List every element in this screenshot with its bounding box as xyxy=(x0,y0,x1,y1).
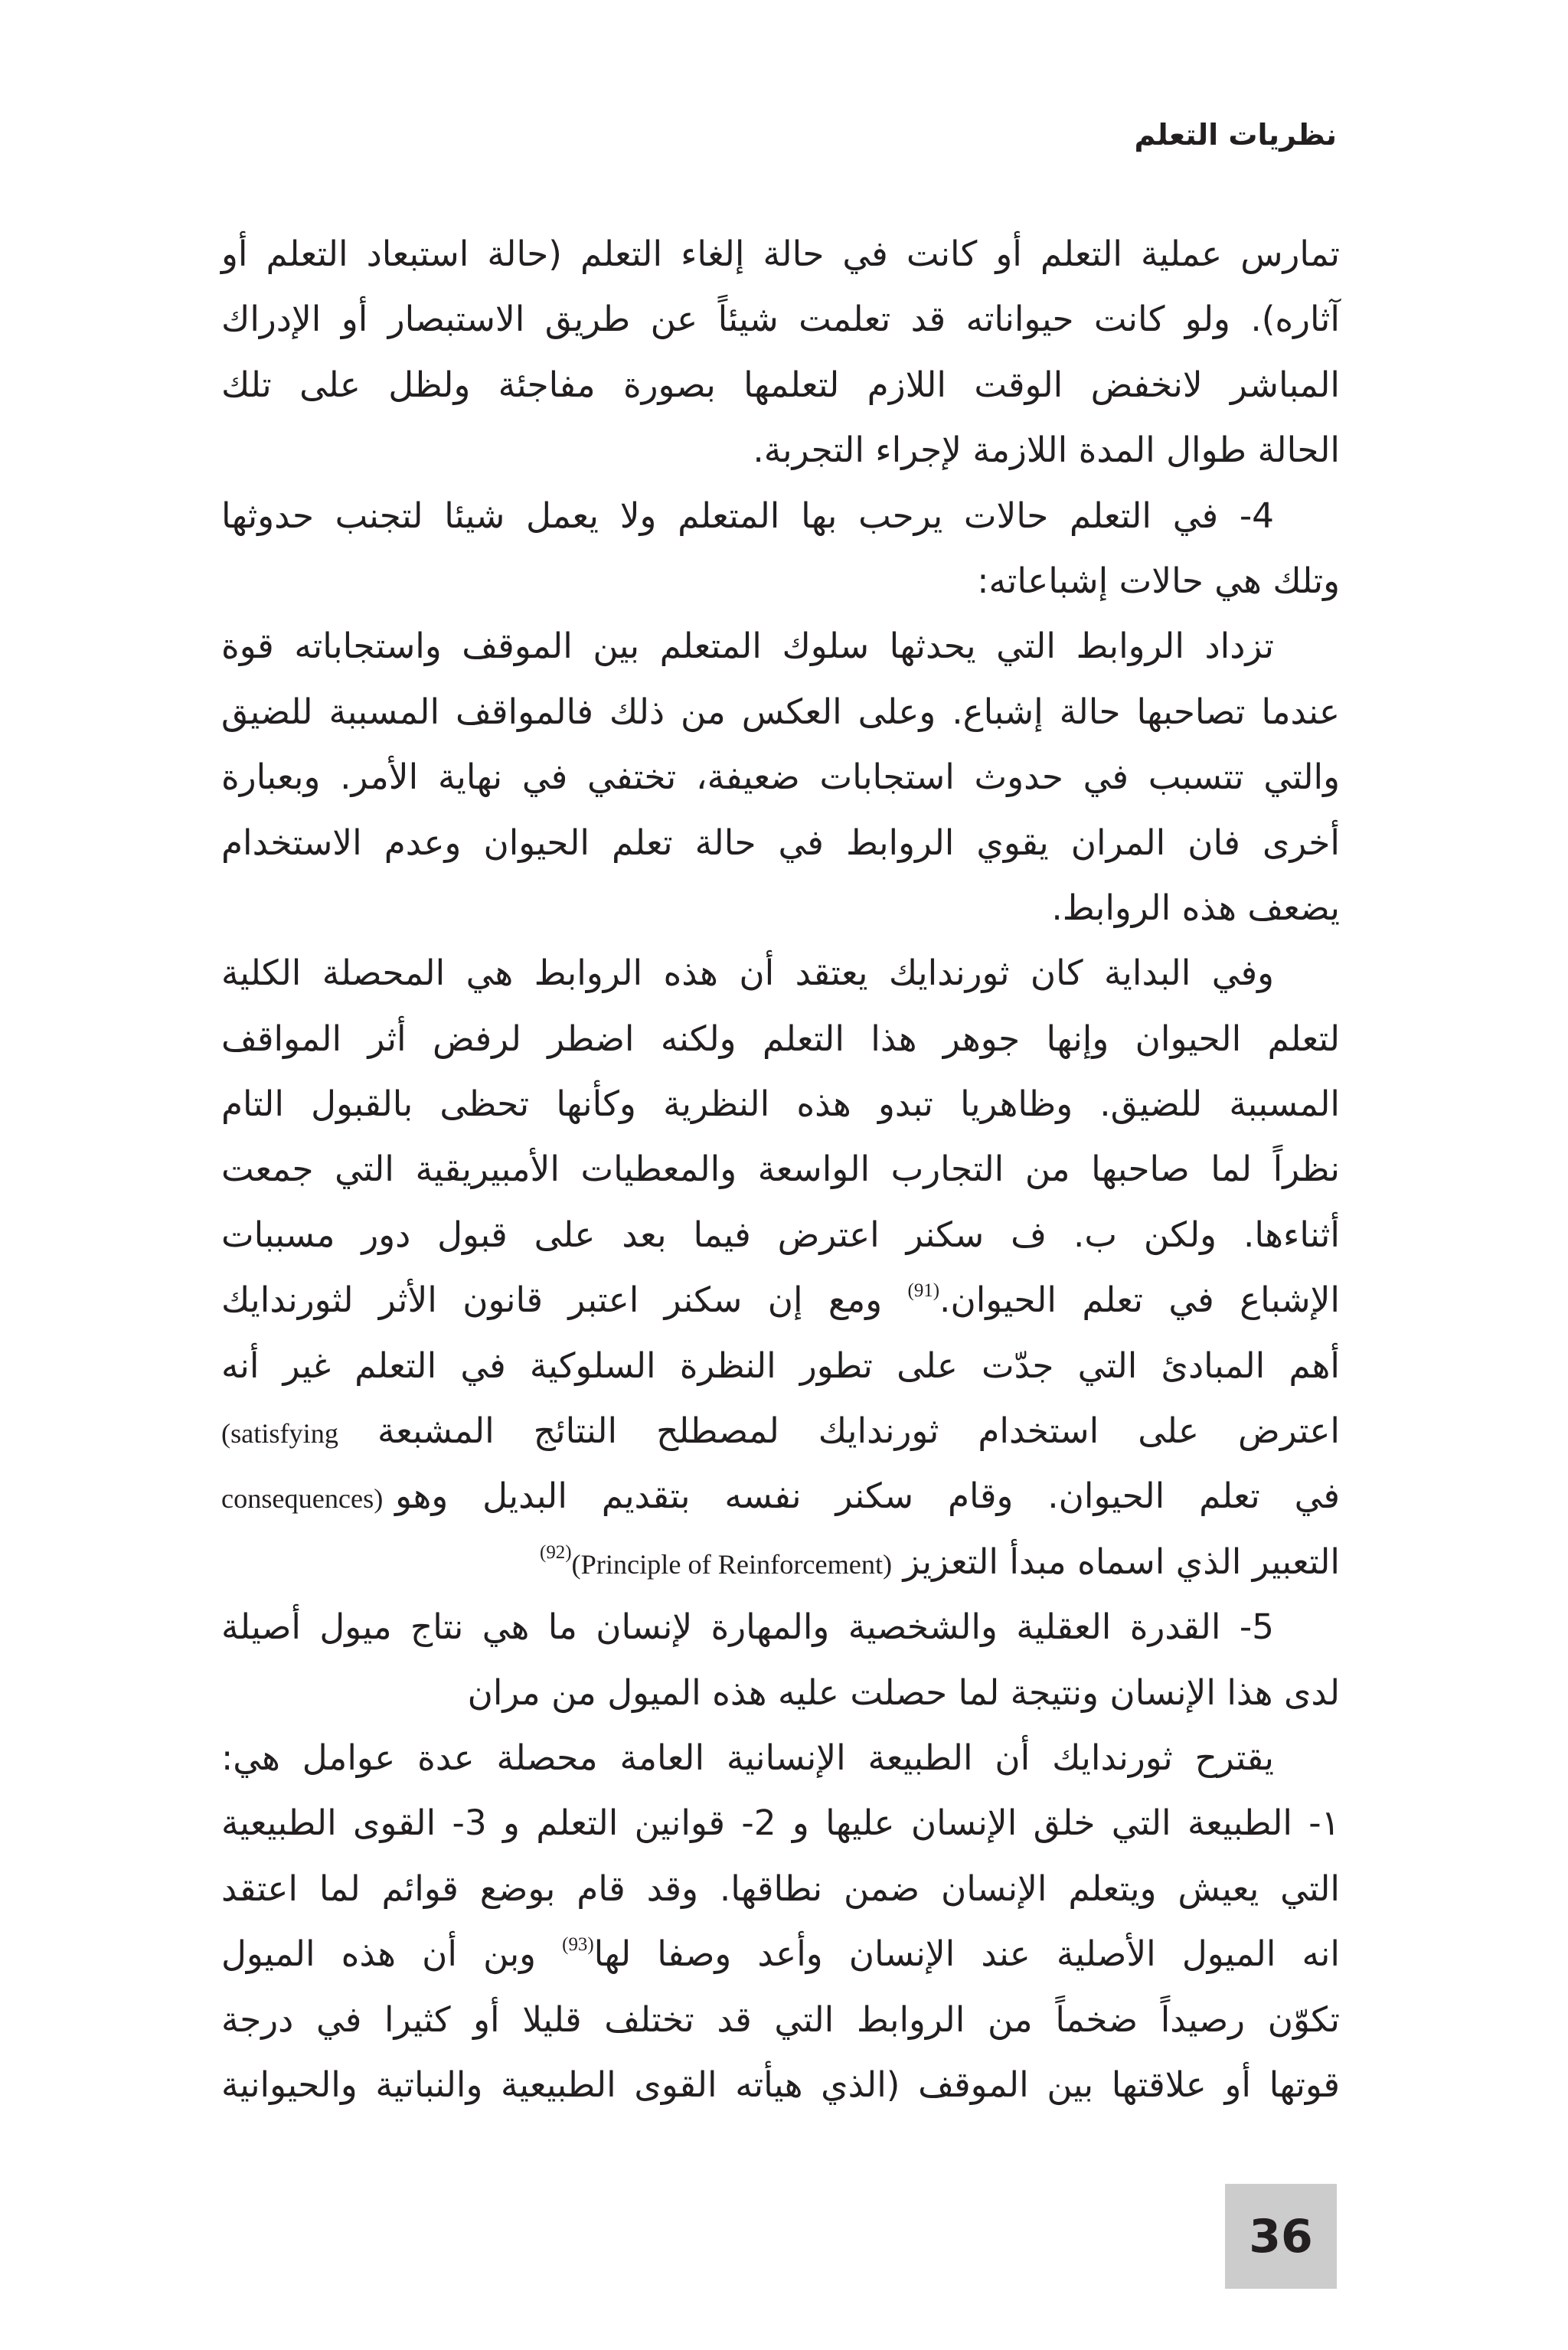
line-text: وتلك هي حالات إشباعاته: xyxy=(977,560,1340,601)
line-text: 5- القدرة العقلية والشخصية والمهارة لإنسان ما هي نتاج ميول أصيلة xyxy=(221,1606,1274,1648)
line-text: عندما تصاحبها حالة إشباع. وعلى العكس من ذلك فالمواقف المسببة للضيق xyxy=(221,691,1340,732)
line-text: أثناءها. ولكن ب. ف سكنر اعترض فيما بعد على قبول دور مسببات xyxy=(221,1214,1340,1255)
text-line xyxy=(221,221,1340,286)
line-text: يقترح ثورندايك أن الطبيعة الإنسانية العامة محصلة عدة عوامل هي: xyxy=(221,1737,1274,1778)
line-text: وبن أن هذه الميول xyxy=(221,1933,563,1975)
text-line xyxy=(221,875,1340,940)
text-line xyxy=(221,1333,1340,1398)
text-line xyxy=(221,1856,1340,1921)
footnote-ref: (92) xyxy=(540,1541,572,1563)
line-text: المسببة للضيق. وظاهريا تبدو هذه النظرية وكأنها تحظى بالقبول التام xyxy=(221,1083,1340,1125)
line-text: التي يعيش ويتعلم الإنسان ضمن نطاقها. وقد قام بوضع قوائم لما اعتقد xyxy=(221,1868,1340,1909)
line-text: يضعف هذه الروابط. xyxy=(1051,887,1340,928)
text-line xyxy=(221,1790,1340,1855)
text-line xyxy=(221,810,1340,875)
latin-term: (satisfying xyxy=(221,1418,338,1450)
line-text: وفي البداية كان ثورندايك يعتقد أن هذه الروابط هي المحصلة الكلية xyxy=(221,953,1274,994)
text-line xyxy=(221,1529,1340,1594)
line-text: أخرى فان المران يقوي الروابط في حالة تعلم الحيوان وعدم الاستخدام xyxy=(221,822,1340,863)
text-line xyxy=(221,2052,1340,2117)
text-line xyxy=(221,352,1340,417)
line-text: نظراً لما صاحبها من التجارب الواسعة والمعطيات الأمبيريقية التي جمعت xyxy=(221,1149,1340,1190)
body-text xyxy=(221,221,1340,2117)
text-line xyxy=(221,1660,1340,1725)
line-text: اعترض على استخدام ثورندايك لمصطلح النتائج المشبعة xyxy=(338,1410,1340,1452)
running-header: نظريات التعلم xyxy=(1134,118,1337,152)
text-line xyxy=(221,1006,1340,1071)
text-line xyxy=(221,1725,1340,1790)
line-text: الحالة طوال المدة اللازمة لإجراء التجربة. xyxy=(753,430,1340,471)
footnote-ref: (93) xyxy=(562,1934,594,1956)
page-number-box xyxy=(1225,2184,1337,2289)
text-line xyxy=(221,1267,1340,1332)
page-number: 36 xyxy=(1249,2209,1313,2263)
line-text: آثاره). ولو كانت حيواناته قد تعلمت شيئاً عن طريق الاستبصار أو الإدراك xyxy=(221,299,1340,340)
line-text: تمارس عملية التعلم أو كانت في حالة إلغاء التعلم (حالة استبعاد التعلم أو xyxy=(221,234,1340,274)
line-text: التعبير الذي اسماه مبدأ التعزيز xyxy=(892,1541,1340,1582)
text-line xyxy=(221,1463,1340,1528)
text-line xyxy=(221,417,1340,482)
text-line xyxy=(221,1987,1340,2052)
text-line xyxy=(221,1071,1340,1136)
text-line xyxy=(221,483,1340,548)
line-text: تكوّن رصيداً ضخماً من الروابط التي قد تختلف قليلا أو كثيرا في درجة xyxy=(221,1999,1340,2040)
line-text: قوتها أو علاقتها بين الموقف (الذي هيأته القوى الطبيعية والنباتية والحيوانية xyxy=(221,2064,1340,2105)
line-text: في تعلم الحيوان. وقام سكنر نفسه بتقديم البديل وهو xyxy=(395,1476,1340,1517)
latin-term: consequences) xyxy=(221,1483,384,1515)
text-line xyxy=(221,548,1340,613)
line-text: انه الميول الأصلية عند الإنسان وأعد وصفا لها xyxy=(593,1933,1340,1975)
line-text: لتعلم الحيوان وإنها جوهر هذا التعلم ولكنه اضطر لرفض أثر المواقف xyxy=(221,1018,1340,1059)
text-line xyxy=(221,613,1340,678)
line-text: ومع إن سكنر اعتبر قانون الأثر لثورندايك xyxy=(221,1280,908,1321)
line-text: المباشر لانخفض الوقت اللازم لتعلمها بصورة مفاجئة ولظل على تلك xyxy=(221,364,1340,405)
line-text: ١- الطبيعة التي خلق الإنسان عليها و 2- قوانين التعلم و 3- القوى الطبيعية xyxy=(221,1803,1340,1844)
line-text: الإشباع في تعلم الحيوان. xyxy=(939,1280,1340,1321)
latin-term: (Principle of Reinforcement) xyxy=(571,1548,893,1580)
line-text: 4- في التعلم حالات يرحب بها المتعلم ولا يعمل شيئا لتجنب حدوثها xyxy=(221,495,1274,536)
text-line xyxy=(221,1398,1340,1463)
text-line xyxy=(221,940,1340,1005)
text-line xyxy=(221,1921,1340,1986)
line-text: لدى هذا الإنسان ونتيجة لما حصلت عليه هذه الميول من مران xyxy=(467,1672,1340,1713)
line-text: أهم المبادئ التي جدّت على تطور النظرة السلوكية في التعلم غير أنه xyxy=(221,1345,1340,1386)
text-line xyxy=(221,1594,1340,1659)
text-line xyxy=(221,1136,1340,1201)
text-line xyxy=(221,744,1340,809)
text-line xyxy=(221,1202,1340,1267)
line-text: تزداد الروابط التي يحدثها سلوك المتعلم بين الموقف واستجاباته قوة xyxy=(221,626,1274,667)
text-line xyxy=(221,679,1340,744)
footnote-ref: (91) xyxy=(907,1280,940,1302)
text-line xyxy=(221,286,1340,351)
line-text: والتي تتسبب في حدوث استجابات ضعيفة، تختفي في نهاية الأمر. وبعبارة xyxy=(221,757,1340,798)
